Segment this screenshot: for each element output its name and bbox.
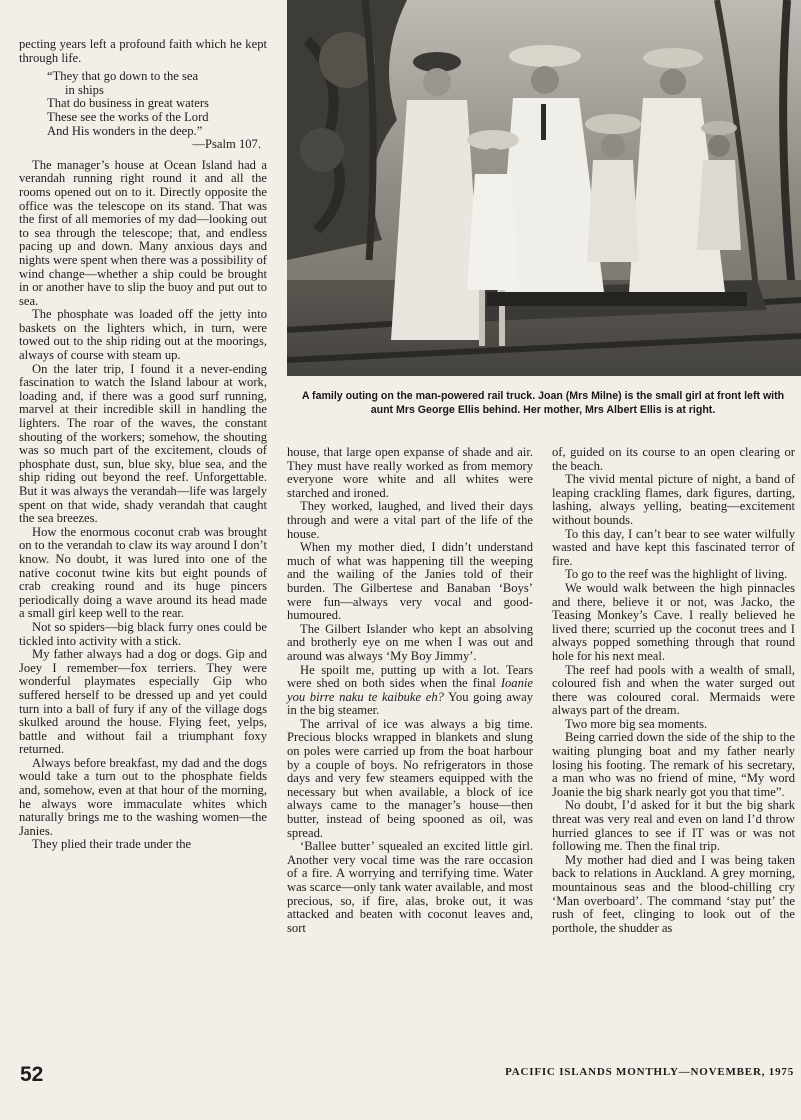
paragraph: house, that large open expanse of shade and air. They must have really worked as from memory everyone wore white and all whites were starched and ironed. [287,445,533,500]
verse-line: And His wonders in the deep.” [47,123,203,138]
paragraph-text: He spoilt me, putting up with a lot. Tears were shed on both sides when the final [287,662,533,691]
paragraph: On the later trip, I found it a never-ending fascination to watch the Island labour at work, loading and, if there was a good surf running, marvel at their incredible skill in handling the lighters. The roar of the waves, the constant shouting of the workers; somehow, the shouting was so much part of the excitement, clouds of phosphate dust, sun, blue sky, blue sea, and the ship riding out beyond the reef. Unforgettable. But it was always the verandah—life was largely spent on that wide, shady verandah that caught the sea breezes. [19,361,267,526]
page-number: 52 [20,1063,44,1086]
paragraph: The arrival of ice was always a big time. Precious blocks wrapped in blankets and slung on poles were carried up from the boat harbour by a couple of boys. No refrigerators in those days and very few steamers equipped with the necessary but when available, a block of ice always came to the manager’s house—then butter, instead of being spooned as oil, was spread. [287,716,533,840]
paragraph: The vivid mental picture of night, a band of leaping crackling flames, dark figures, darting, lashing, always yelling, beating—excitement without bounds. [552,472,795,527]
paragraph: ‘Ballee butter’ squealed an excited little girl. Another very vocal time was the rare occasion of a fire. A worrying and terrifying time. Water was scarce—only tank water available, and most precious, so, if fire, alas, broke out, it was attacked and beaten with coconut leaves and, sort [287,839,533,935]
paragraph: How the enormous coconut crab was brought on to the verandah to claw its way around I don’t know. No doubt, it was lured into one of the native coconut twine kits but eight pounds of crab creaking round and its huge pincers periodically doing a wave around its head made a small girl keep well to the rear. [19,524,267,621]
paragraph: They worked, laughed, and lived their days through and were a vital part of the life of the house. [287,499,533,541]
photo-illustration [287,0,801,376]
family-photograph [287,0,801,376]
paragraph: No doubt, I’d asked for it but the big shark threat was very real and even on land I’d throw hurried glances to see if IT was or was not following me. Then the final trip. [552,798,795,854]
photo-caption: A family outing on the man-powered rail truck. Joan (Mrs Milne) is the small girl at front left with aunt Mrs George Ellis behind. Her mother, Mrs Albert Ellis is at right. [301,390,785,416]
verse-line: These see the works of the Lord [47,109,209,124]
psalm-quote [47,70,267,152]
verse-line: That do business in great waters [47,96,209,111]
paragraph: To this day, I can’t bear to see water wilfully wasted and have kept this fascinated terror of fire. [552,526,795,568]
paragraph: Being carried down the side of the ship to the waiting plunging boat and my father nearly losing his footing. The remark of his secretary, a man who was no friend of mine, “My word Joanie the big shark nearly got you that time”. [552,730,795,799]
paragraph [287,664,533,718]
verse-attribution: —Psalm 107. [192,137,261,152]
gilbertese-phrase: Ioanie you birre naku te kaibuke eh? [287,676,533,704]
paragraph: To go to the reef was the highlight of living. [565,567,788,582]
article-column-3 [552,446,795,935]
paragraph: The manager’s house at Ocean Island had a verandah running right round it and all the rooms opened out on to it. Directly opposite the office was the telescope on its stand. That was the first of all memories of my dad—looking out to sea through the telescope; that, and endless pacing up and down. Many anxious days and nights were spent when there was a possibility of wind change—whether a ship could be brought in or another have to slip the buoy and put out to sea. [19,157,267,308]
article-column-1 [19,38,267,852]
paragraph: Always before breakfast, my dad and the dogs would take a turn out to the phosphate fields and, somehow, even at that hour of the morning, he always wore immaculate whites which naturally brings me to the washing women—the Janies. [19,755,267,838]
paragraph: of, guided on its course to an open clearing or the beach. [552,445,795,473]
paragraph: We would walk between the high pinnacles and there, believe it or not, was Jacko, the Teasing Monkey’s Cave. I really believed he lived there; scurried up the coconut trees and I always popped something through that round hole for his next meal. [552,580,795,663]
paragraph: Not so spiders—big black furry ones could be tickled into activity with a stick. [19,619,267,648]
article-column-2 [287,446,533,935]
paragraph: The Gilbert Islander who kept an absolving and brotherly eye on me when I was out and around was always ‘My Boy Jimmy’. [287,621,533,663]
paragraph-text: You going away in the big steamer. [287,689,533,718]
paragraph: My father always had a dog or dogs. Gip and Joey I remember—fox terriers. They were wonderful playmates especially Gip who suffered herself to be dressed up and yet could turn into a ball of fury if any of the village dogs skulked around the house. Flying feet, yelps, battle and without fail a triumphant foxy returned. [19,647,267,757]
verse-line: “They that go down to the sea [47,69,199,84]
verse-line: in ships [65,82,104,97]
paragraph: The phosphate was loaded off the jetty into baskets on the lighters which, in turn, were towed out to the ship riding out at the moorings, always of course with steam up. [19,307,267,363]
paragraph: pecting years left a profound faith which he kept through life. [19,37,267,65]
paragraph: They plied their trade under the [32,837,192,852]
paragraph: Two more big sea moments. [565,716,708,731]
paragraph: The reef had pools with a wealth of small, coloured fish and when the water surged out there was coloured coral. Mermaids were always part of the dream. [552,662,795,718]
paragraph: When my mother died, I didn’t understand much of what was happening till the weeping and the wailing of the Janies told of their burden. The Gilbertese and Banaban ‘Boys’ were fun—always very vocal and good-humoured. [287,540,533,623]
magazine-footer: PACIFIC ISLANDS MONTHLY—NOVEMBER, 1975 [505,1066,794,1078]
paragraph: My mother had died and I was being taken back to relations in Auckland. A grey morning, mountainous seas and the blood-chilling cry ‘Man overboard’. The command ‘stay put’ the rush of feet, clinging to look out of the porthole, the shudder as [552,852,795,935]
